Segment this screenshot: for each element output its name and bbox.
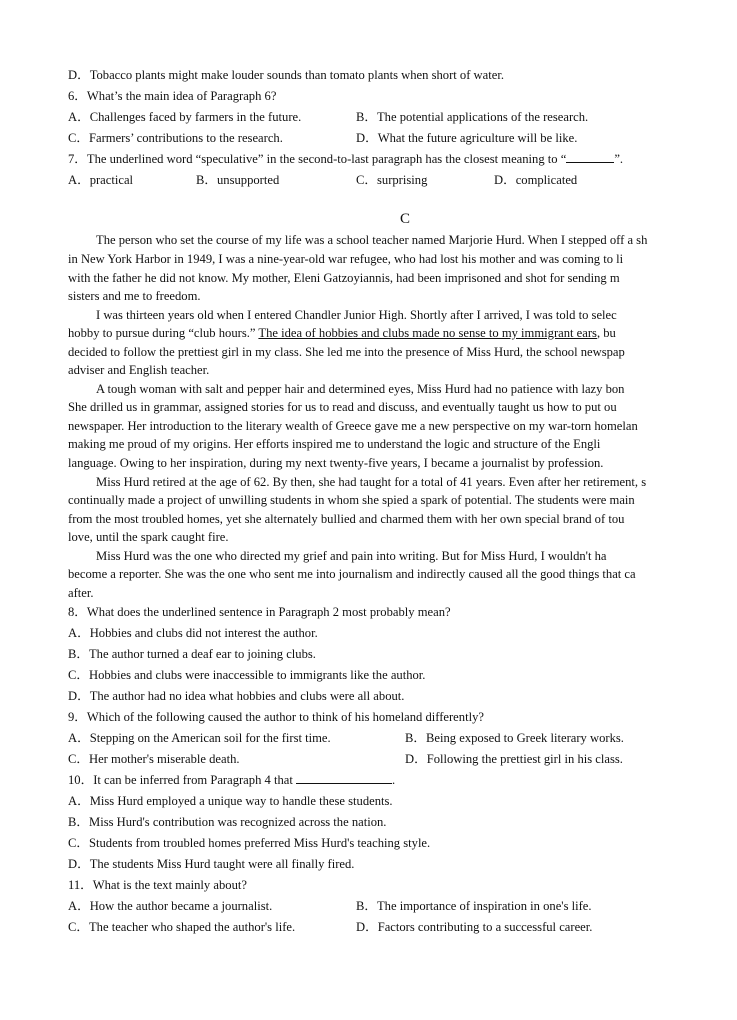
q6-option-a: A．Challenges faced by farmers in the future. [68,110,302,124]
paragraph-5-line-3: after. [68,586,94,600]
q11-option-a: A．How the author became a journalist. [68,899,273,913]
paragraph-2-line-2-text: hobby to pursue during “club hours.” [68,326,259,340]
q9-option-d: D．Following the prettiest girl in his class. [405,752,623,766]
paragraph-2-line-4: adviser and English teacher. [68,363,210,377]
q8-option-b: B．The author turned a deaf ear to joining clubs. [68,647,316,661]
underlined-sentence: The idea of hobbies and clubs made no sense to my immigrant ears [258,326,597,340]
q7-stem-end: ”. [614,152,624,166]
q10-stem [68,772,395,789]
paragraph-1-line-1: The person who set the course of my life was a school teacher named Marjorie Hurd. When I stepped off a sh [96,233,648,247]
paragraph-1-line-4: sisters and me to freedom. [68,289,201,303]
q9-option-c: C．Her mother's miserable death. [68,752,240,766]
q10-answer-blank [296,772,392,784]
q10-option-a: A．Miss Hurd employed a unique way to handle these students. [68,794,393,808]
q10-stem-text: 10．It can be inferred from Paragraph 4 that [68,773,296,787]
q7-answer-blank [566,151,614,163]
q10-option-d: D．The students Miss Hurd taught were all finally fired. [68,857,355,871]
q7-stem-text: 7．The underlined word “speculative” in the second-to-last paragraph has the closest meaning to “ [68,152,567,166]
q8-option-c: C．Hobbies and clubs were inaccessible to immigrants like the author. [68,668,426,682]
q10-stem-end: . [392,773,396,787]
paragraph-2-line-3: decided to follow the prettiest girl in my class. She led me into the presence of Miss Hurd, the school newspap [68,345,625,359]
passage-title: C [399,211,410,227]
paragraph-5-line-1: Miss Hurd was the one who directed my grief and pain into writing. But for Miss Hurd, I wouldn't ha [96,549,607,563]
q7-stem [68,151,623,168]
paragraph-2-line-2 [68,325,616,342]
q8-option-d: D．The author had no idea what hobbies and clubs were all about. [68,689,405,703]
q8-option-a: A．Hobbies and clubs did not interest the author. [68,626,318,640]
paragraph-5-line-2: become a reporter. She was the one who sent me into journalism and indirectly caused all the good things that ca [68,567,636,581]
q11-option-d: D．Factors contributing to a successful career. [356,920,593,934]
q7-option-d: D．complicated [494,173,578,187]
paragraph-3-line-4: making me proud of my origins. Her efforts inspired me to understand the logic and structure of the Engli [68,437,601,451]
q5-option-d: D．Tobacco plants might make louder sounds than tomato plants when short of water. [68,68,504,82]
paragraph-3-line-2: She drilled us in grammar, assigned stories for us to read and discuss, and eventually taught us how to put ou [68,400,617,414]
q7-option-c: C．surprising [356,173,428,187]
q10-option-b: B．Miss Hurd's contribution was recognized across the nation. [68,815,387,829]
q8-stem: 8．What does the underlined sentence in Paragraph 2 most probably mean? [68,605,451,619]
paragraph-4-line-4: love, until the spark caught fire. [68,530,229,544]
q6-option-c: C．Farmers’ contributions to the research. [68,131,283,145]
q9-option-b: B．Being exposed to Greek literary works. [405,731,624,745]
q11-option-c: C．The teacher who shaped the author's life. [68,920,296,934]
q7-option-b: B．unsupported [196,173,280,187]
paragraph-2-line-2-tail: , bu [596,326,616,340]
q9-option-a: A．Stepping on the American soil for the first time. [68,731,331,745]
paragraph-2-line-1: I was thirteen years old when I entered Chandler Junior High. Shortly after I arrived, I was told to selec [96,308,617,322]
q6-option-d: D．What the future agriculture will be like. [356,131,578,145]
paragraph-4-line-2: continually made a project of unwilling students in whom she spied a spark of potential. The students were main [68,493,635,507]
paragraph-4-line-3: from the most troubled homes, yet she alternately bullied and charmed them with her own special brand of tou [68,512,625,526]
q10-option-c: C．Students from troubled homes preferred Miss Hurd's teaching style. [68,836,431,850]
q6-stem: 6．What’s the main idea of Paragraph 6? [68,89,277,103]
q9-stem: 9．Which of the following caused the author to think of his homeland differently? [68,710,484,724]
paragraph-3-line-1: A tough woman with salt and pepper hair and determined eyes, Miss Hurd had no patience with lazy bon [96,382,625,396]
paragraph-3-line-5: language. Owing to her inspiration, during my next twenty-five years, I became a journalist by profession. [68,456,604,470]
paragraph-1-line-2: in New York Harbor in 1949, I was a nine-year-old war refugee, who had lost his mother and was coming to li [68,252,624,266]
paragraph-3-line-3: newspaper. Her introduction to the literary wealth of Greece gave me a new perspective on my war-torn homelan [68,419,638,433]
q11-option-b: B．The importance of inspiration in one's life. [356,899,592,913]
paragraph-1-line-3: with the father he did not know. My mother, Eleni Gatzoyiannis, had been imprisoned and shot for sending m [68,271,620,285]
q11-stem: 11．What is the text mainly about? [68,878,247,892]
q6-option-b: B．The potential applications of the research. [356,110,589,124]
q7-option-a: A．practical [68,173,134,187]
paragraph-4-line-1: Miss Hurd retired at the age of 62. By then, she had taught for a total of 41 years. Even after her retirement, s [96,475,647,489]
